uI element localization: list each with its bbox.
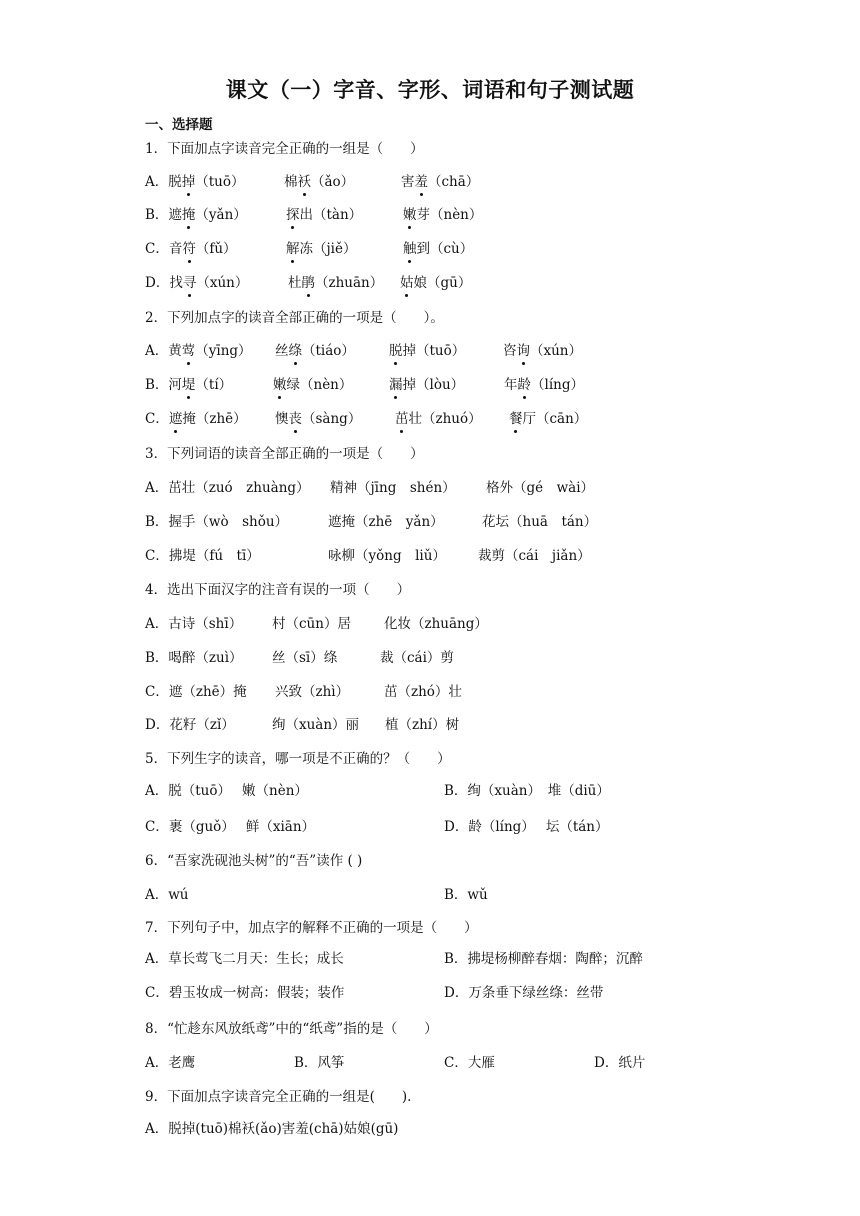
word-item: 丝（sī）绦 <box>272 650 338 666</box>
word-item: 懊丧（sàng） <box>275 408 361 430</box>
word-item: 棉袄（ǎo） <box>284 171 354 193</box>
question-7-option-c[interactable]: C．碧玉妆成一树高：假装；装作 <box>145 985 345 1001</box>
question-4-option-b[interactable]: B．喝醉（zuì） 丝（sī）绦 裁（cái）剪 <box>145 647 243 669</box>
page-title: 课文（一）字音、字形、词语和句子测试题 <box>225 78 635 102</box>
word-item: 格外（gé wài） <box>486 480 595 496</box>
word-item: 化妆（zhuāng） <box>384 616 488 632</box>
word-item: 嫩芽（nèn） <box>403 204 482 226</box>
question-2-option-a[interactable]: A．黄莺（yīng） 丝绦（tiáo） 脱掉（tuō） 咨询（xún） <box>145 340 252 362</box>
question-5-option-d[interactable]: D．龄（líng） 坛（tán） <box>444 819 609 835</box>
word-item: 触到（cù） <box>403 238 473 260</box>
word-item: 餐厅（cān） <box>509 408 587 430</box>
question-3-option-b[interactable]: B．握手（wò shǒu） 遮掩（zhē yǎn） 花坛（huā tán） <box>145 511 288 533</box>
word-item: 植（zhí）树 <box>385 717 460 733</box>
word-item: 杜鹃（zhuān） <box>288 272 383 294</box>
word-item: 嫩绿（nèn） <box>273 374 352 396</box>
question-9-option-a[interactable]: A．脱掉(tuō)棉袄(ǎo)害羞(chā)姑娘(gū) <box>145 1121 399 1137</box>
question-4-stem: 4．选出下面汉字的注音有误的一项（ ） <box>145 582 411 598</box>
word-item: 茁壮（zhuó） <box>395 408 482 430</box>
word-item: 精神（jīng shén） <box>330 480 456 496</box>
word-item: 茁（zhó）壮 <box>384 684 462 700</box>
word-item: 遮掩（zhē yǎn） <box>328 514 444 530</box>
word-item: 绚（xuàn）丽 <box>272 717 360 733</box>
question-4-option-d[interactable]: D．花籽（zǐ） 绚（xuàn）丽 植（zhí）树 <box>145 714 235 736</box>
word-item: 兴致（zhì） <box>275 684 350 700</box>
question-5-option-c[interactable]: C．裹（guǒ） 鲜（xiān） <box>145 819 316 835</box>
question-6-option-a[interactable]: A．wú <box>145 887 189 903</box>
question-4-option-c[interactable]: C．遮（zhē）掩 兴致（zhì） 茁（zhó）壮 <box>145 681 247 703</box>
question-2-option-c[interactable]: C．遮掩（zhē） 懊丧（sàng） 茁壮（zhuó） 餐厅（cān） <box>145 408 247 430</box>
question-7-stem: 7．下列句子中，加点字的解释不正确的一项是（ ） <box>145 920 478 936</box>
question-4-option-a[interactable]: A．古诗（shī） 村（cūn）居 化妆（zhuāng） <box>145 613 242 635</box>
word-item: 裁（cái）剪 <box>380 650 454 666</box>
word-item: 咏柳（yǒng liǔ） <box>328 548 446 564</box>
question-8-option-d[interactable]: D．纸片 <box>594 1055 646 1071</box>
word-item: 害羞（chā） <box>401 171 479 193</box>
question-1-option-d[interactable]: D．找寻（xún） 杜鹃（zhuān） 姑娘（gū） <box>145 272 248 294</box>
question-8-option-c[interactable]: C．大雁 <box>444 1055 495 1071</box>
section-heading: 一、选择题 <box>145 117 213 133</box>
question-7-option-b[interactable]: B．拂堤杨柳醉春烟：陶醉；沉醉 <box>444 951 643 967</box>
word-item: 花坛（huā tán） <box>482 514 598 530</box>
question-1-stem: 1．下面加点字读音完全正确的一组是（ ） <box>145 141 424 157</box>
question-1-option-b[interactable]: B．遮掩（yǎn） 探出（tàn） 嫩芽（nèn） <box>145 204 247 226</box>
question-2-option-b[interactable]: B．河堤（tí） 嫩绿（nèn） 漏掉（lòu） 年龄（líng） <box>145 374 232 396</box>
word-item: 脱掉（tuō） <box>389 340 465 362</box>
question-3-stem: 3．下列词语的读音全部正确的一项是（ ） <box>145 446 424 462</box>
question-1-option-c[interactable]: C．音符（fǔ） 解冻（jiě） 触到（cù） <box>145 238 237 260</box>
word-item: 村（cūn）居 <box>272 616 351 632</box>
word-item: 咨询（xún） <box>503 340 582 362</box>
question-5-option-b[interactable]: B．绚（xuàn） 堆（diū） <box>444 783 610 799</box>
question-8-option-b[interactable]: B．风筝 <box>294 1055 345 1071</box>
question-3-option-c[interactable]: C．拂堤（fú tī） 咏柳（yǒng liǔ） 裁剪（cái jiǎn） <box>145 545 260 567</box>
word-item: 漏掉（lòu） <box>389 374 464 396</box>
question-7-option-d[interactable]: D．万条垂下绿丝绦：丝带 <box>444 985 604 1001</box>
question-5-option-a[interactable]: A．脱（tuō） 嫩（nèn） <box>145 783 308 799</box>
question-6-option-b[interactable]: B．wǔ <box>444 887 488 903</box>
word-item: 姑娘（gū） <box>400 272 471 294</box>
question-8-stem: 8．“忙趁东风放纸鸢”中的“纸鸢”指的是（ ） <box>145 1021 438 1037</box>
word-item: 裁剪（cái jiǎn） <box>478 548 591 564</box>
question-7-option-a[interactable]: A．草长莺飞二月天：生长；成长 <box>145 951 344 967</box>
word-item: 年龄（líng） <box>504 374 584 396</box>
word-item: 丝绦（tiáo） <box>275 340 355 362</box>
question-5-stem: 5．下列生字的读音，哪一项是不正确的？（ ） <box>145 751 451 767</box>
question-1-option-a[interactable]: A．脱掉（tuō） 棉袄（ǎo） 害羞（chā） <box>145 171 245 193</box>
question-6-stem: 6．“吾家洗砚池头树”的“吾”读作 ( ) <box>145 853 363 869</box>
word-item: 解冻（jiě） <box>286 238 357 260</box>
question-9-stem: 9．下面加点字读音完全正确的一组是( ). <box>145 1089 412 1105</box>
word-item: 探出（tàn） <box>286 204 362 226</box>
question-8-option-a[interactable]: A．老鹰 <box>145 1055 196 1071</box>
question-3-option-a[interactable]: A．茁壮（zuó zhuàng） 精神（jīng shén） 格外（gé wài） <box>145 477 310 499</box>
question-2-stem: 2．下列加点字的读音全部正确的一项是（ ）。 <box>145 310 444 326</box>
